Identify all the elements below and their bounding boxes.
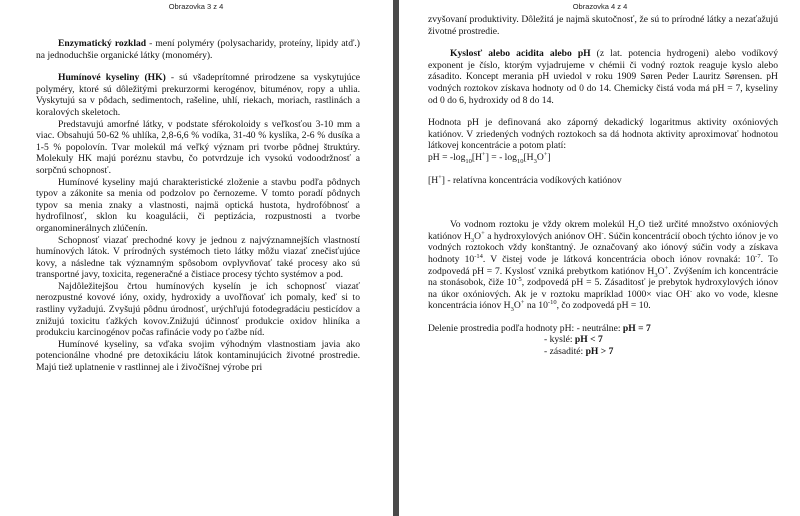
paragraph-ph bbox=[428, 48, 778, 106]
formula: pH = $-\log_{10}[H^+]$ = - $\log_{10}[H_3O^+]$ bbox=[428, 150, 551, 165]
page-header: Obrazovka 3 z 4 bbox=[168, 2, 224, 11]
page-3 bbox=[0, 0, 392, 516]
page-4 bbox=[400, 0, 800, 516]
text: (z lat. potencia hydrogeni) alebo vodíkový exponent je číslo, ktorým vyjadrujeme v chémii či vodný roztok reaguje kyslo alebo zásadito. Koncept merania pH uviedol v roku 1909 Søren Peder Lauritz Sørensen. pH vodných roztokov získava hodnoty od 0 do 14. Chemicky čistá voda má pH = 7, kyseliny od 0 do 6, hydroxidy od 8 do 14. bbox=[428, 48, 778, 106]
page-body bbox=[400, 12, 800, 358]
paragraph-water: Vo vodnom roztoku je vždy okrem molekúl $H_2O$ tiež určité množstvo oxóniových katiónov $H_3O^+$ a hydroxylových aniónov OH-. Súčin koncentrácií oboch týchto iónov je vo vodných roztokoch vždy konštantný. Je označovaný ako iónový súčin vody a získava hodnoty $10^{-14}$. V čistej vode je látková koncentrácia oboch iónov rovnaká: $10^{-7}$. To zodpovedá pH = 7. Kyslosť vzniká prebytkom katiónov $H_3O^+$. Zvýšením ich koncentrácie na stonásobok, čiže $10^{-5}$, zodpovedá pH = 5. Zásaditosť je prebytok hydroxylových iónov na úkor oxóniových. Ak je v roztoku mapríklad 1000× viac OH- ako vo vode, klesne koncentrácia iónov $H_3O^+$ na $10^{-10}$, čo zodpovedá pH = 10. bbox=[428, 219, 779, 314]
paragraph: Humínové kyseliny majú charakteristické zloženie a stavbu podľa pôdnych typov a zákonite sa menia od podzolov po černozeme. V tomto poradí pôdnych typov sa menia znaky a vlastnosti, najmä optická hustota, hydrofóbnosť a hydrofilnosť, sklon ku koagulácii, či peptizácia, rozpustnosti a tvorbe organominerálnych zlúčenín. bbox=[36, 176, 360, 234]
term: Humínové kyseliny (HK) bbox=[58, 72, 166, 84]
ph-division-neutral: Delenie prostredia podľa hodnoty pH: - neutrálne: pH = 7 bbox=[428, 322, 651, 334]
ph-division-base: - zásadité: pH > 7 bbox=[544, 346, 614, 358]
text: - mení polyméry (polysacharidy, proteíny, lipidy atď.) na jednoduchšie organické látky (monoméry). bbox=[36, 38, 360, 61]
paragraph-definition: Hodnota pH je definovaná ako záporný dekadický logaritmus aktivity oxóniových katiónov. V zriedených vodných roztokoch sa dá hodnota aktivity aproximovať hodnotou látkovej koncentrácie a potom platí: bbox=[428, 117, 778, 152]
ph-division-acid: - kyslé: pH < 7 bbox=[544, 334, 603, 346]
page-header: Obrazovka 4 z 4 bbox=[572, 2, 628, 11]
paragraph: Predstavujú amorfné látky, v podstate sférokoloidy s veľkosťou 3-10 mm a viac. Obsahujú 50-62 % uhlíka, 2,8-6,6 % vodíka, 31-40 % kyslíka, 2-6 % dusíka a 1-5 % popolovín. Tvar molekúl má veľký význam pri tvorbe pôdnej štruktúry. Molekuly HK majú poréznu stavbu, čo potvrdzuje ich vysokú vodoodržnosť a sorpčnú schopnosť. bbox=[36, 118, 360, 176]
text: - sú všadeprítomné prirodzene sa vyskytujúce polyméry, ktoré sú dôležitými prekurzormi kerogénov, bituménov, ropy a uhlia. Vyskytujú sa v pôdach, sedimentoch, rašeline, uhlí, riekach, moriach, rastlinách a koralových skeletoch. bbox=[36, 72, 360, 118]
paragraph-humic bbox=[36, 72, 360, 118]
formula-legend: [H+] - relatívna koncentrácia vodíkových katiónov bbox=[428, 173, 622, 186]
paragraph: Humínové kyseliny, sa vďaka svojim výhodným vlastnostiam javia ako potencionálne vhodné pre detoxikáciu látok kontaminujúcich životné prostredie. Majú tiež uplatnenie v rastlinnej ale i živočíšnej výrobe pri bbox=[36, 338, 360, 374]
paragraph: Schopnosť viazať prechodné kovy je jednou z najvýznamnejších vlastností humínových látok. V prírodných systémoch tieto látky môžu viazať znečisťujúce kovy, a následne tak významným spôsobom ovplyvňovať také procesy ako sú transportné javy, toxicita, regeneračné a čistiace procesy týchto systémov a pod. bbox=[36, 234, 360, 281]
paragraph-continuation: zvyšovaní produktivity. Dôležitá je najmä skutočnosť, že sú to prírodné látky a nezaťažujú životné prostredie. bbox=[428, 14, 778, 37]
page-body bbox=[0, 12, 392, 374]
paragraph: Najdôležitejšou črtou humínových kyselín je ich schopnosť viazať nerozpustné kovové ióny, oxidy, hydroxidy a uvoľňovať ich pomaly, keď si to rastliny vyžadujú. Zvyšujú pôdnu úrodnosť, urýchľujú fotodegradáciu pesticídov a znižujú toxicitu ťažkých kovov.Znižujú účinnosť produkcie oxidov hliníka a produkciu karcinogénov počas rafinácie vody po ťažbe níd. bbox=[36, 280, 360, 339]
paragraph-enzymatic bbox=[36, 38, 360, 61]
page-divider bbox=[393, 0, 399, 516]
term: Kyslosť alebo acidita alebo pH bbox=[450, 48, 591, 60]
term: Enzymatický rozklad bbox=[58, 38, 147, 49]
